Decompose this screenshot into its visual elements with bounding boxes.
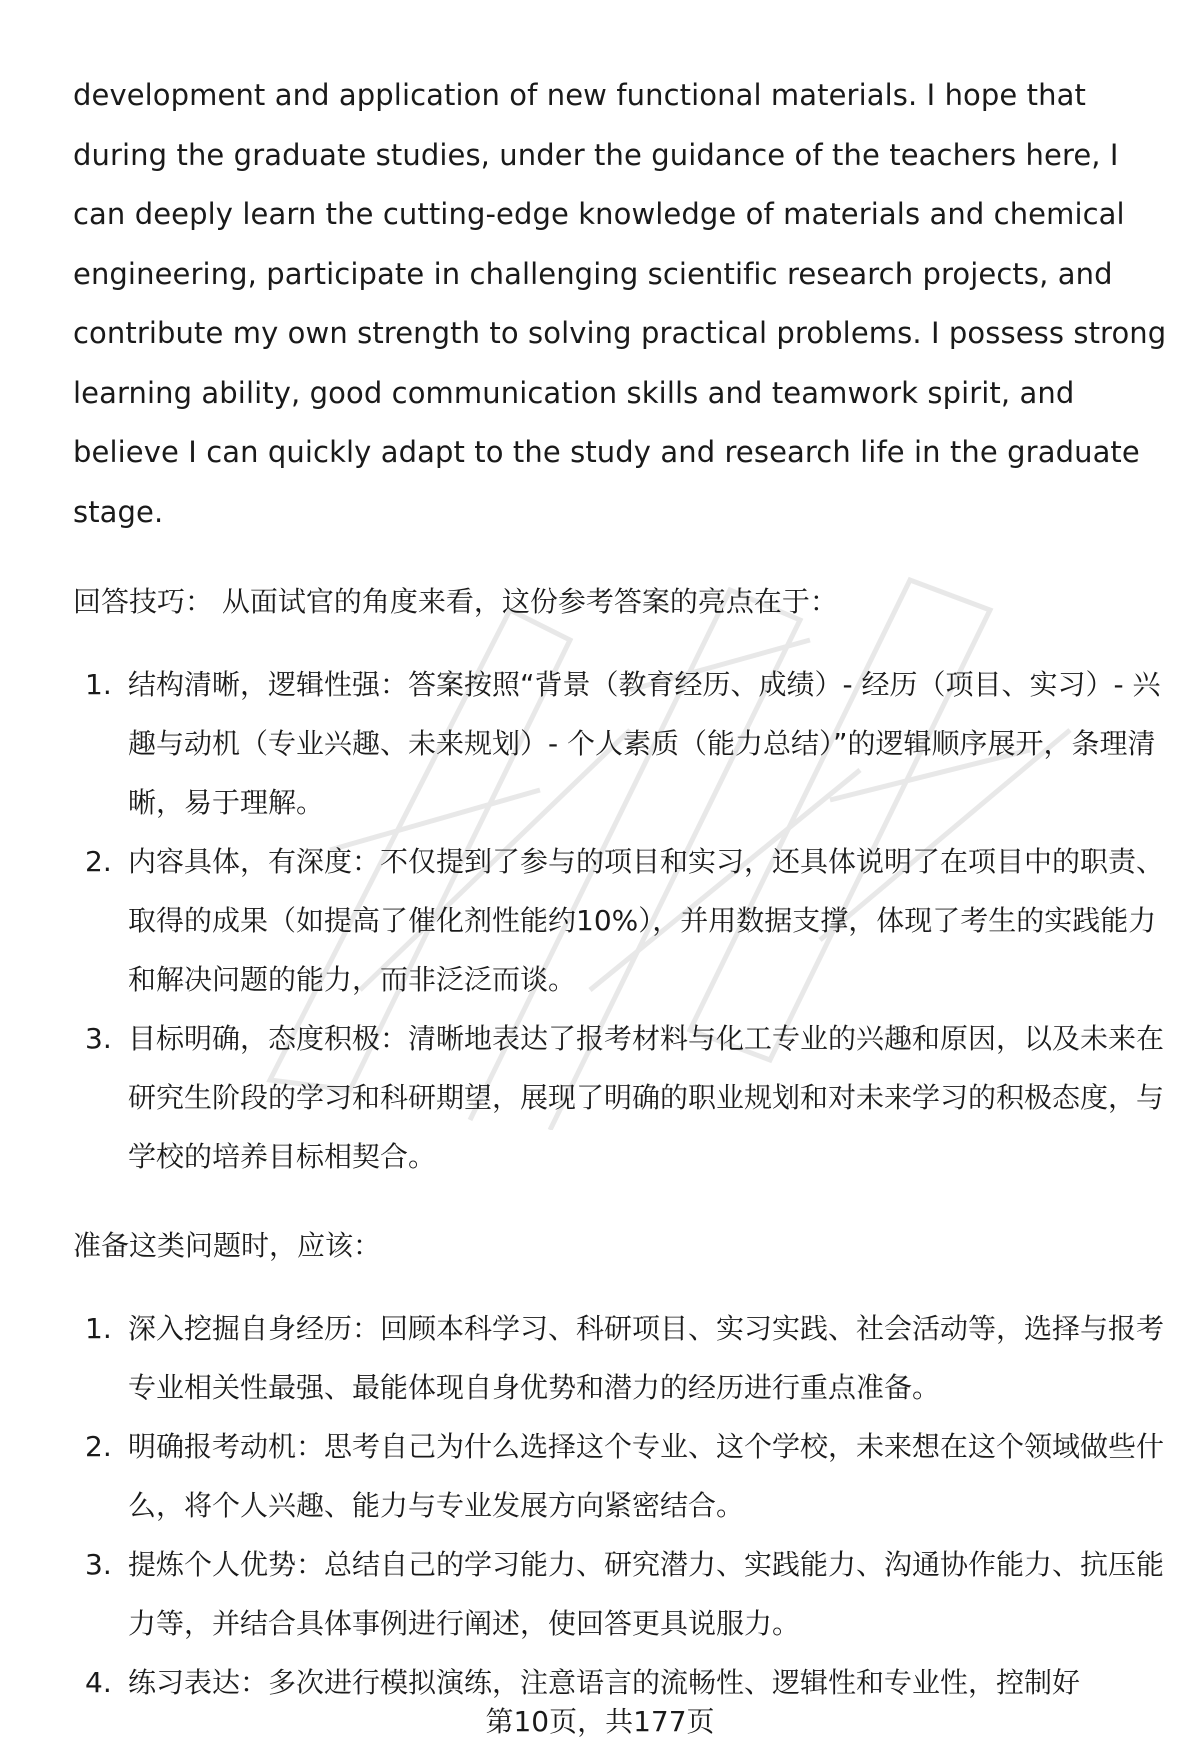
list-item-number: 1. <box>85 1312 112 1345</box>
list-item-text: 结构清晰，逻辑性强：答案按照“背景（教育经历、成绩）- 经历（项目、实习）- 兴趣与动机（专业兴趣、未来规划）- 个人素质（能力总结）”的逻辑顺序展开，条理清晰，易于理解。 <box>128 668 1161 819</box>
page-number-footer: 第10页，共177页 <box>485 1705 715 1738</box>
list-item <box>73 1417 1168 1535</box>
list-item-number: 3. <box>85 1548 112 1581</box>
list-item-text: 练习表达：多次进行模拟演练，注意语言的流畅性、逻辑性和专业性，控制好 <box>128 1666 1081 1699</box>
list-item <box>73 655 1168 832</box>
list-item-text: 提炼个人优势：总结自己的学习能力、研究潜力、实践能力、沟通协作能力、抗压能力等，并结合具体事例进行阐述，使回答更具说服力。 <box>128 1548 1165 1640</box>
answer-tips-list <box>73 655 1168 1186</box>
list-item-text: 目标明确，态度积极：清晰地表达了报考材料与化工专业的兴趣和原因，以及未来在研究生阶段的学习和科研期望，展现了明确的职业规划和对未来学习的积极态度，与学校的培养目标相契合。 <box>128 1022 1165 1173</box>
list-item-number: 2. <box>85 1430 112 1463</box>
list-item <box>73 1535 1168 1653</box>
answer-tips-heading: 回答技巧： 从面试官的角度来看，这份参考答案的亮点在于： <box>73 585 838 618</box>
list-item <box>73 1009 1168 1186</box>
list-item-text: 内容具体，有深度：不仅提到了参与的项目和实习，还具体说明了在项目中的职责、取得的成果（如提高了催化剂性能约10%），并用数据支撑，体现了考生的实践能力和解决问题的能力，而非泛泛而谈。 <box>128 845 1165 996</box>
intro-paragraph: development and application of new functional materials. I hope that during the graduate studies, under the guidance of the teachers here, I can deeply learn the cutting-edge knowledge of materials and chemical engineering, participate in challenging scientific research projects, and contribute my own strength to solving practical problems. I possess strong learning ability, good communication skills and teamwork spirit, and believe I can quickly adapt to the study and research life in the graduate stage. <box>73 78 1167 529</box>
list-item-number: 1. <box>85 668 112 701</box>
list-item <box>73 832 1168 1009</box>
preparation-heading: 准备这类问题时，应该： <box>73 1229 382 1262</box>
page-content <box>73 66 1168 1712</box>
list-item <box>73 1299 1168 1417</box>
list-item-number: 4. <box>85 1666 112 1699</box>
preparation-list <box>73 1299 1168 1712</box>
list-item-text: 明确报考动机：思考自己为什么选择这个专业、这个学校，未来想在这个领域做些什么，将个人兴趣、能力与专业发展方向紧密结合。 <box>128 1430 1165 1522</box>
list-item-number: 3. <box>85 1022 112 1055</box>
list-item-text: 深入挖掘自身经历：回顾本科学习、科研项目、实习实践、社会活动等，选择与报考专业相关性最强、最能体现自身优势和潜力的经历进行重点准备。 <box>128 1312 1165 1404</box>
list-item-number: 2. <box>85 845 112 878</box>
